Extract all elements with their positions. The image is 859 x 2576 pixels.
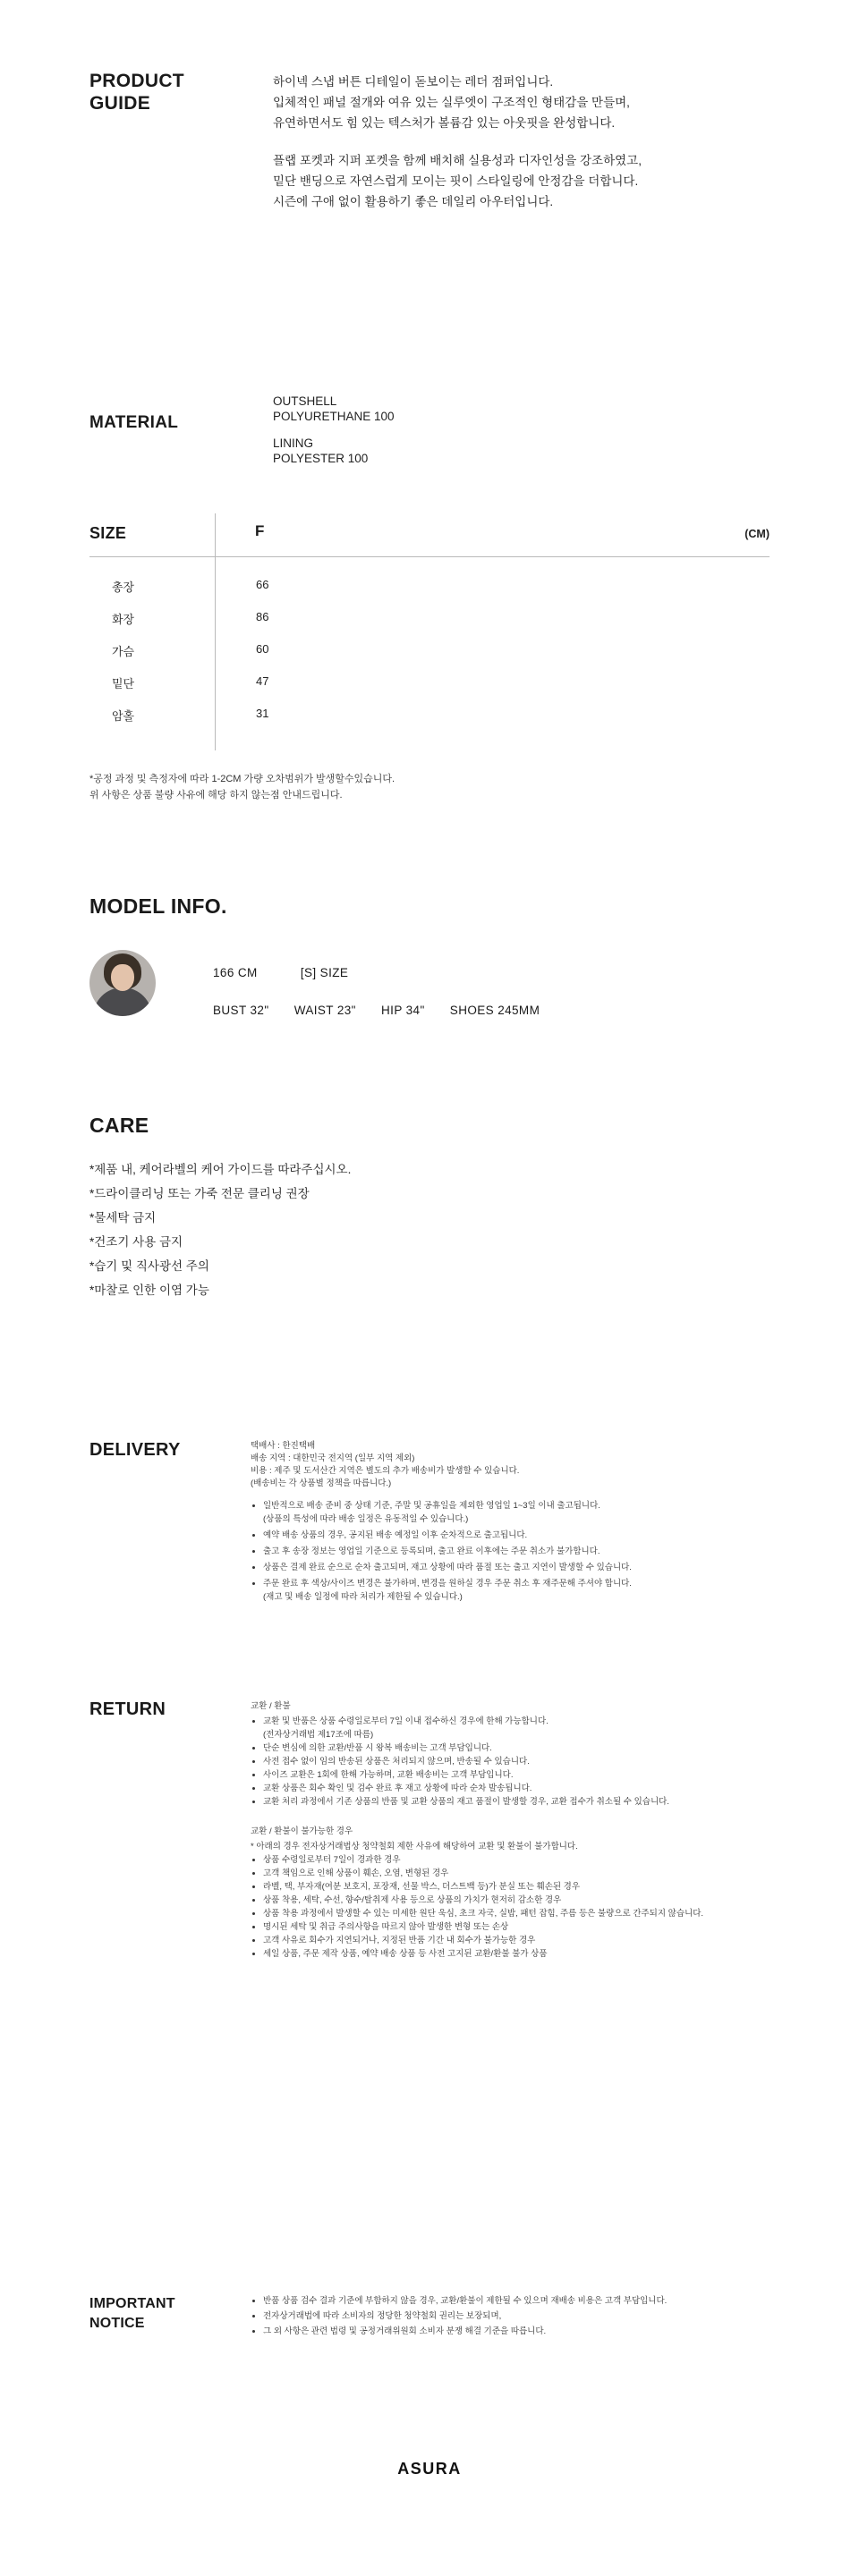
size-row-label: 암홀 (112, 709, 135, 723)
delivery-item-text: 예약 배송 상품의 경우, 공지된 배송 예정일 이후 순차적으로 출고됩니다. (263, 1530, 528, 1540)
care-line: *물세탁 금지 (89, 1211, 157, 1224)
care-section (89, 1114, 770, 1302)
size-row-label: 화장 (112, 613, 135, 626)
delivery-header (251, 1440, 770, 1490)
material-group (273, 394, 395, 424)
size-column-header: F (255, 522, 265, 539)
return-item-text: 단순 변심에 의한 교환/반품 시 왕복 배송비는 고객 부담입니다. (263, 1743, 492, 1753)
delivery-header-line: 비용 : 제주 및 도서산간 지역은 별도의 추가 배송비가 발생할 수 있습니다. (251, 1466, 520, 1476)
care-line: *건조기 사용 금지 (89, 1235, 183, 1249)
product-guide-p2-line2: 밑단 밴딩으로 자연스럽게 모이는 핏이 스타일링에 안정감을 더합니다. (273, 174, 639, 188)
important-notice-item-text: 전자상거래법에 따라 소비자의 정당한 청약철회 권리는 보장되며, (263, 2311, 502, 2321)
return-item-text: 교환 상품은 회수 확인 및 검수 완료 후 재고 상황에 따라 순차 발송됩니다. (263, 1784, 532, 1793)
model-info-section (89, 894, 770, 1017)
brand-logo: ASURA (397, 2460, 462, 2478)
list-item (251, 1728, 770, 1741)
size-row-label: 총장 (112, 580, 135, 594)
product-guide-p1-line3: 유연하면서도 힘 있는 텍스처가 볼륨감 있는 아웃핏을 완성합니다. (273, 116, 616, 130)
delivery-title: DELIVERY (89, 1440, 181, 1460)
size-row-value: 86 (256, 610, 269, 623)
material-label: LINING (273, 436, 314, 450)
product-guide-p1-line1: 하이넥 스냅 버튼 디테일이 돋보이는 레더 점퍼입니다. (273, 75, 554, 89)
list-item (263, 1561, 770, 1574)
model-bust: BUST 32" (213, 1004, 269, 1017)
model-info-title: MODEL INFO. (89, 894, 227, 918)
return-item-text: 고객 책임으로 인해 상품이 훼손, 오염, 변형된 경우 (263, 1868, 449, 1878)
important-notice-title-line1: IMPORTANT (89, 2296, 175, 2311)
return-block2-title: 교환 / 환불이 불가능한 경우 (251, 1826, 353, 1836)
delivery-item-text: 주문 완료 후 색상/사이즈 변경은 불가하며, 변경을 원하실 경우 주문 취소 후 재주문해 주셔야 합니다. (263, 1579, 632, 1589)
list-item (263, 1715, 770, 1728)
list-item (263, 1782, 770, 1795)
return-item-text: (전자상거래법 제17조에 따름) (263, 1730, 374, 1740)
size-row-label: 밑단 (112, 677, 135, 691)
avatar-body-shape (93, 987, 152, 1016)
list-item (263, 1894, 770, 1907)
material-value: POLYURETHANE 100 (273, 410, 395, 423)
delivery-header-line: (배송비는 각 상품별 정책을 따릅니다.) (251, 1479, 392, 1488)
return-item-text: 명시된 세탁 및 취급 주의사항을 따르지 않아 발생한 변형 또는 손상 (263, 1922, 509, 1932)
material-label: OUTSHELL (273, 394, 337, 408)
size-note-line: 위 사항은 상품 불량 사유에 해당 하지 않는점 안내드립니다. (89, 790, 343, 801)
list-item (263, 1907, 770, 1920)
return-block2-note: * 아래의 경우 전자상거래법상 청약철회 제한 사유에 해당하여 교환 및 환불이 불가합니다. (251, 1842, 578, 1852)
delivery-list (251, 1499, 770, 1604)
size-note-line: *공정 과정 및 측정자에 따라 1-2CM 가량 오차범위가 발생할수있습니다. (89, 774, 395, 784)
table-row (89, 578, 770, 610)
product-guide-p1-line2: 입체적인 패널 절개와 여유 있는 실루엣이 구조적인 형태감을 만들며, (273, 96, 630, 109)
delivery-item-text: 출고 후 송장 정보는 영업일 기준으로 등록되며, 출고 완료 이후에는 주문 취소가 불가합니다. (263, 1546, 600, 1556)
return-item-text: 상품 착용 과정에서 발생할 수 있는 미세한 원단 욱심, 초크 자국, 실밥, 패턴 잡힘, 주름 등은 불량으로 간주되지 않습니다. (263, 1909, 704, 1919)
list-item (263, 1545, 770, 1558)
product-guide-p2-line1: 플랩 포켓과 지퍼 포켓을 함께 배치해 실용성과 디자인성을 강조하였고, (273, 154, 642, 167)
product-guide-paragraph (273, 150, 774, 212)
return-item-text: 사전 접수 없이 임의 반송된 상품은 처리되지 않으며, 반송될 수 있습니다. (263, 1757, 530, 1767)
delivery-item-text: 일반적으로 배송 준비 중 상태 기준, 주말 및 공휴일을 제외한 영업일 1~3일 이내 출고됩니다. (263, 1501, 600, 1511)
delivery-item-subtext: (재고 및 배송 일정에 따라 처리가 제한될 수 있습니다.) (263, 1592, 463, 1602)
important-notice-title-line2: NOTICE (89, 2316, 145, 2331)
model-size: [S] SIZE (300, 966, 349, 979)
return-block-gap (251, 1809, 770, 1825)
size-row-value: 60 (256, 642, 269, 656)
product-guide-paragraph (273, 72, 774, 133)
important-notice-item-text: 그 외 사항은 관련 법령 및 공정거래위원회 소비자 분쟁 해결 기준을 따릅니다. (263, 2326, 547, 2336)
model-waist: WAIST 23" (293, 1004, 356, 1017)
return-list-nonrefundable (251, 1853, 770, 1961)
material-body (273, 394, 395, 478)
return-item-text: 교환 및 반품은 상품 수령일로부터 7일 이내 접수하신 경우에 한해 가능합니다. (263, 1716, 549, 1726)
size-row-value: 47 (256, 674, 269, 688)
return-item-text: 상품 수령일로부터 7일이 경과한 경우 (263, 1855, 401, 1865)
model-measurements-secondary (213, 1004, 561, 1017)
delivery-body (251, 1440, 770, 1606)
return-item-text: 라벨, 택, 부자재(여분 보호지, 포장재, 선물 박스, 더스트백 등)가 분실 또는 훼손된 경우 (263, 1882, 581, 1892)
product-guide-title (89, 70, 268, 114)
important-notice-body (251, 2294, 770, 2340)
material-group (273, 436, 395, 466)
size-row-value: 31 (256, 707, 269, 720)
return-item-text: 사이즈 교환은 1회에 한해 가능하며, 교환 배송비는 고객 부담입니다. (263, 1770, 514, 1780)
table-row (89, 674, 770, 707)
list-item (263, 1880, 770, 1894)
table-row (89, 707, 770, 739)
delivery-header-line: 택배사 : 한진택배 (251, 1441, 316, 1451)
list-item (263, 1934, 770, 1947)
material-title: MATERIAL (89, 413, 179, 432)
list-item (263, 1947, 770, 1961)
list-item (263, 1577, 770, 1604)
delivery-header-line: 배송 지역 : 대한민국 전지역 (일부 지역 제외) (251, 1453, 415, 1463)
list-item (263, 1853, 770, 1867)
material-value: POLYESTER 100 (273, 452, 369, 465)
return-list-exchange (251, 1715, 770, 1809)
return-item-text: 교환 처리 과정에서 기존 상품의 반품 및 교환 상품의 재고 품절이 발생할 경우, 교환 접수가 취소될 수 있습니다. (263, 1797, 669, 1807)
model-height: 166 CM (213, 966, 258, 979)
list-item (263, 2309, 770, 2323)
important-notice-list (251, 2294, 770, 2338)
care-line: *마찰로 인한 이염 가능 (89, 1284, 209, 1297)
return-block1-title: 교환 / 환불 (251, 1701, 291, 1711)
list-item (263, 1920, 770, 1934)
delivery-item-text: 상품은 결제 완료 순으로 순차 출고되며, 재고 상황에 따라 품절 또는 출고 지연이 발생할 수 있습니다. (263, 1563, 632, 1572)
model-shoes: SHOES 245MM (449, 1004, 540, 1017)
list-item (263, 2325, 770, 2338)
list-item (263, 1499, 770, 1526)
important-notice-item-text: 반품 상품 검수 결과 기준에 부합하지 않을 경우, 교환/환불이 제한될 수 있으며 재배송 비용은 고객 부담입니다. (263, 2296, 668, 2306)
return-item-text: 고객 사유로 회수가 지연되거나, 지정된 반품 기간 내 회수가 불가능한 경우 (263, 1936, 536, 1945)
product-guide-title-line2: GUIDE (89, 93, 151, 114)
list-item (263, 2294, 770, 2308)
size-table-rows (89, 578, 770, 739)
size-row-label: 가슴 (112, 645, 135, 658)
model-measurements-primary (213, 966, 348, 979)
size-notes (89, 771, 770, 803)
model-hip: HIP 34" (381, 1004, 425, 1017)
size-title: SIZE (89, 524, 127, 542)
product-guide-body (273, 72, 774, 229)
important-notice-title (89, 2294, 242, 2334)
return-title: RETURN (89, 1699, 166, 1719)
table-row (89, 642, 770, 674)
product-guide-title-line1: PRODUCT (89, 71, 184, 91)
return-item-text: 상품 착용, 세탁, 수선, 향수/탈취제 사용 등으로 상품의 가치가 현저히 감소한 경우 (263, 1895, 562, 1905)
list-item (263, 1741, 770, 1755)
return-item-text: 세일 상품, 주문 제작 상품, 예약 배송 상품 등 사전 고지된 교환/환불 불가 상품 (263, 1949, 548, 1959)
table-row (89, 610, 770, 642)
size-row-value: 66 (256, 578, 269, 591)
care-title: CARE (89, 1114, 149, 1137)
list-item (263, 1768, 770, 1782)
avatar (89, 950, 156, 1016)
care-line: *드라이클리닝 또는 가죽 전문 클리닝 권장 (89, 1187, 310, 1200)
size-table-horizontal-divider (89, 556, 770, 557)
delivery-item-subtext: (상품의 특성에 따라 배송 일정은 유동적일 수 있습니다.) (263, 1514, 469, 1524)
care-line: *제품 내, 케어라벨의 케어 가이드를 따라주십시오. (89, 1163, 352, 1176)
product-guide-p2-line3: 시즌에 구애 없이 활용하기 좋은 데일리 아우터입니다. (273, 195, 554, 208)
care-line: *습기 및 직사광선 주의 (89, 1259, 209, 1273)
avatar-face-shape (111, 964, 134, 991)
size-unit-label: (CM) (744, 528, 770, 540)
return-body (251, 1699, 770, 1961)
list-item (263, 1755, 770, 1768)
list-item (263, 1867, 770, 1880)
list-item (263, 1529, 770, 1542)
list-item (263, 1795, 770, 1809)
